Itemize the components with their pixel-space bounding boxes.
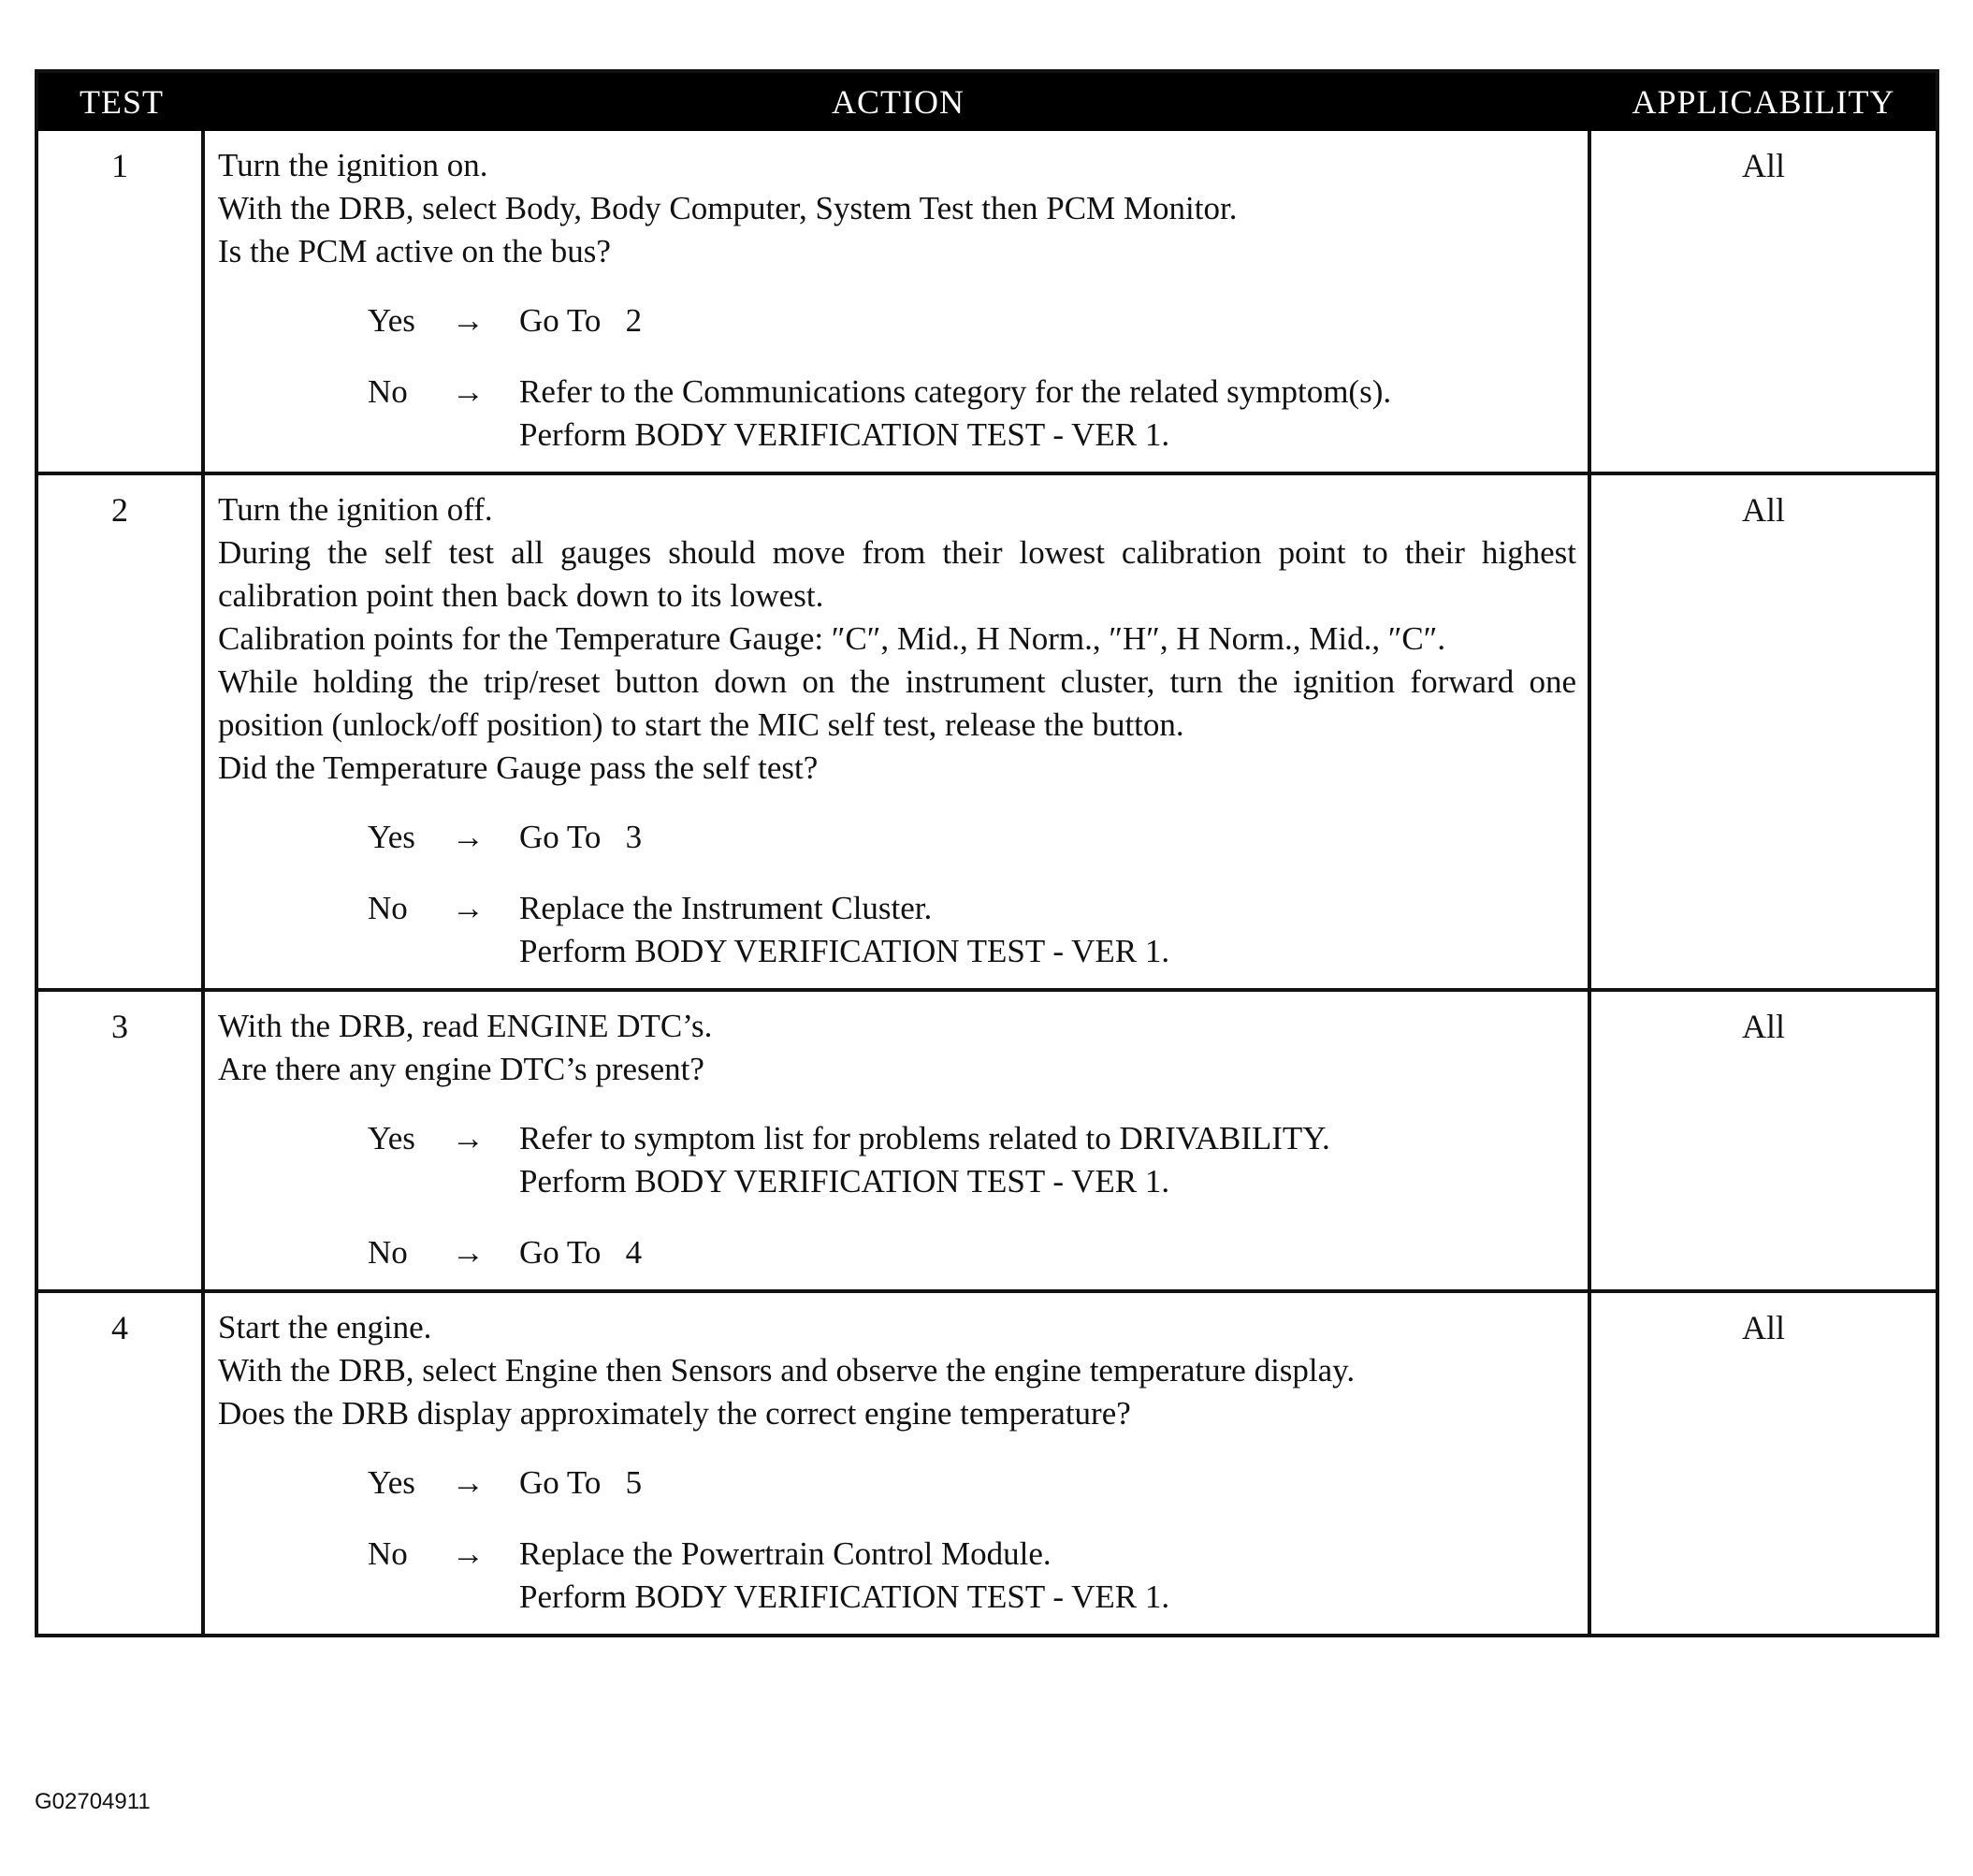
yes-result <box>519 816 1576 859</box>
applicability-cell: All <box>1741 147 1785 184</box>
action-line: With the DRB, select Body, Body Computer, System Test then PCM Monitor. <box>218 190 1238 226</box>
test-number: 4 <box>38 1293 205 1634</box>
figure-code: G02704911 <box>35 1789 151 1814</box>
no-branch <box>368 1533 1576 1619</box>
no-branch <box>368 1231 1576 1274</box>
action-line: Are there any engine DTC’s present? <box>218 1051 704 1087</box>
arrow-icon: → <box>452 373 485 410</box>
yes-result <box>519 1117 1576 1203</box>
action-cell <box>205 475 1591 988</box>
action-line: Start the engine. <box>218 1309 432 1345</box>
action-line: Calibration points for the Temperature Gauge: ″C″, Mid., H Norm., ″H″, H Norm., Mid., ″C″. <box>218 620 1446 657</box>
test-number: 3 <box>38 992 205 1289</box>
no-result <box>519 1231 1576 1274</box>
yes-label: Yes <box>368 302 415 339</box>
header-action: ACTION <box>832 83 965 121</box>
no-branch <box>368 371 1576 457</box>
action-line: While holding the trip/reset button down on the instrument cluster, turn the ignition forward one position (unlock/off position) to start the MIC self test, release the button. <box>218 663 1576 743</box>
result-line: Perform BODY VERIFICATION TEST - VER 1. <box>519 1578 1170 1615</box>
yes-result <box>519 299 1576 342</box>
result-line: Replace the Powertrain Control Module. <box>519 1535 1052 1572</box>
arrow-icon: → <box>452 302 485 339</box>
header-test: TEST <box>80 83 164 121</box>
action-cell <box>205 131 1591 472</box>
table-row <box>38 1289 1936 1634</box>
result-line: Perform BODY VERIFICATION TEST - VER 1. <box>519 416 1170 453</box>
yes-label: Yes <box>368 1120 415 1156</box>
yes-branch <box>368 816 1576 859</box>
test-number: 1 <box>38 131 205 472</box>
arrow-icon: → <box>452 890 485 926</box>
result-line: Refer to the Communications category for the related symptom(s). <box>519 373 1392 410</box>
yes-label: Yes <box>368 1464 415 1501</box>
result-line: Go To 2 <box>519 302 643 339</box>
table-row <box>38 131 1936 472</box>
action-line: Turn the ignition on. <box>218 147 488 183</box>
yes-label: Yes <box>368 819 415 855</box>
result-line: Replace the Instrument Cluster. <box>519 890 933 926</box>
table-row <box>38 472 1936 988</box>
result-line: Go To 4 <box>519 1234 643 1271</box>
no-label: No <box>368 890 408 926</box>
yes-branch <box>368 299 1576 342</box>
test-number: 2 <box>38 475 205 988</box>
yes-branch <box>368 1462 1576 1505</box>
yes-result <box>519 1462 1576 1505</box>
action-line: With the DRB, select Engine then Sensors and observe the engine temperature display. <box>218 1352 1356 1389</box>
result-line: Go To 3 <box>519 819 643 855</box>
action-cell <box>205 992 1591 1289</box>
table-row <box>38 988 1936 1289</box>
arrow-icon: → <box>452 1234 485 1271</box>
result-line: Go To 5 <box>519 1464 643 1501</box>
table-header <box>38 73 1936 131</box>
arrow-icon: → <box>452 1120 485 1156</box>
action-line: With the DRB, read ENGINE DTC’s. <box>218 1008 713 1044</box>
no-result <box>519 887 1576 973</box>
action-line: Is the PCM active on the bus? <box>218 233 611 269</box>
no-result <box>519 1533 1576 1619</box>
action-cell <box>205 1293 1591 1634</box>
no-label: No <box>368 1535 408 1572</box>
action-line: Does the DRB display approximately the correct engine temperature? <box>218 1395 1131 1432</box>
action-line: During the self test all gauges should move from their lowest calibration point to their highest calibration point then back down to its lowest. <box>218 534 1576 614</box>
no-branch <box>368 887 1576 973</box>
diagnostic-test-table <box>35 69 1939 1637</box>
yes-branch <box>368 1117 1576 1203</box>
result-line: Refer to symptom list for problems related to DRIVABILITY. <box>519 1120 1330 1156</box>
arrow-icon: → <box>452 1464 485 1501</box>
result-line: Perform BODY VERIFICATION TEST - VER 1. <box>519 1163 1170 1200</box>
applicability-cell: All <box>1741 491 1785 529</box>
action-line: Turn the ignition off. <box>218 491 493 528</box>
no-result <box>519 371 1576 457</box>
result-line: Perform BODY VERIFICATION TEST - VER 1. <box>519 933 1170 969</box>
no-label: No <box>368 373 408 410</box>
applicability-cell: All <box>1741 1008 1785 1045</box>
arrow-icon: → <box>452 1535 485 1572</box>
arrow-icon: → <box>452 819 485 855</box>
no-label: No <box>368 1234 408 1271</box>
applicability-cell: All <box>1741 1309 1785 1346</box>
header-applicability: APPLICABILITY <box>1632 83 1895 121</box>
action-line: Did the Temperature Gauge pass the self test? <box>218 749 819 786</box>
